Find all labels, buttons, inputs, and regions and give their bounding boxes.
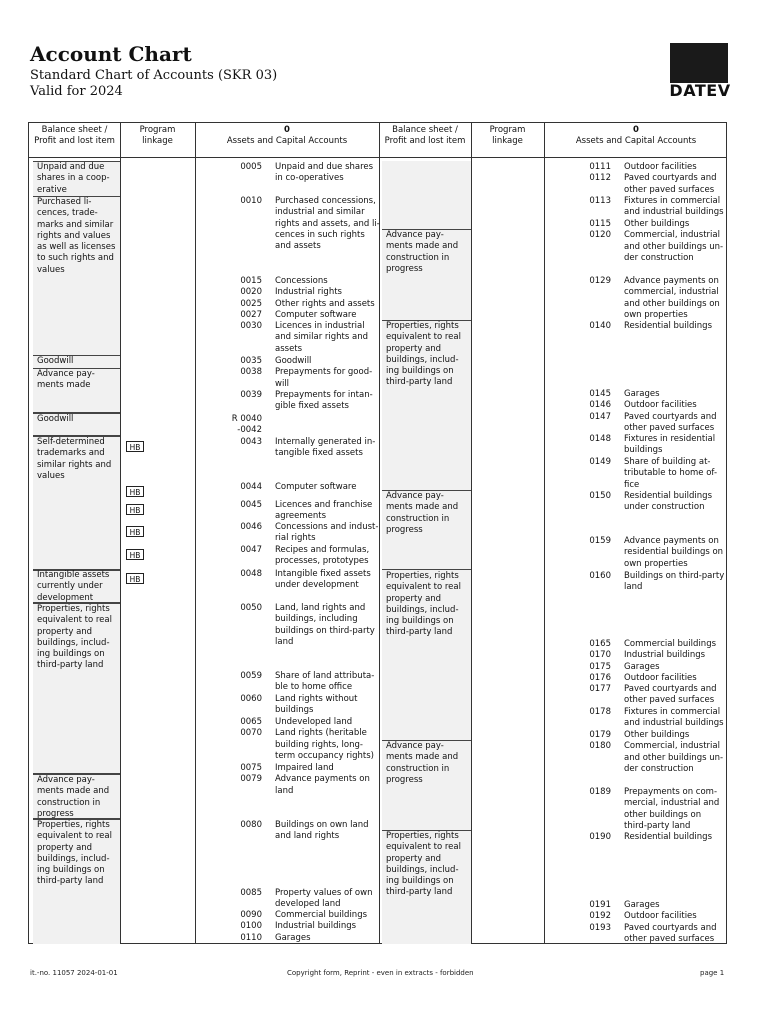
account-description: Other buildings Commercial, industrial and other buildings un- der construction [624, 730, 724, 774]
account-number: 0148 [589, 434, 611, 444]
footer-copyright: Copyright form, Reprint - even in extracts - forbidden [287, 969, 474, 977]
account-description: Residential buildings under construction [624, 491, 712, 513]
account-number: 0065 0070 [240, 717, 262, 739]
group-label: Goodwill [37, 356, 74, 366]
account-number: 0111 0112 [589, 162, 611, 184]
account-number: 0080 [240, 820, 262, 830]
account-number: 0075 0079 [240, 763, 262, 785]
header-divider [29, 157, 726, 158]
header-program-linkage: Program linkage [139, 125, 176, 146]
column-divider [195, 123, 196, 943]
account-description: Prepayments for intan- gible fixed assets [275, 390, 373, 412]
account-description: Internally generated in- tangible fixed assets [275, 437, 376, 459]
account-description: Fixtures in residential buildings [624, 434, 716, 456]
hb-linkage-tag: HB [126, 549, 144, 560]
account-class-name-right: Assets and Capital Accounts [575, 136, 697, 146]
account-description: Commercial buildings Industrial buildings Garages Outdoor facilities Paved courtyards and other paved surfaces [624, 639, 717, 706]
hb-linkage-tag: HB [126, 573, 144, 584]
account-description: Advance payments on commercial, industrial and other buildings on own properties [624, 276, 720, 320]
page-title: Account Chart [30, 42, 192, 66]
account-number: 0045 [240, 500, 262, 510]
header-account-class-right [544, 125, 728, 147]
account-number: 0113 [589, 196, 611, 206]
account-number: 0145 0146 0147 [589, 389, 611, 422]
hb-linkage-tag: HB [126, 441, 144, 452]
account-number: 0159 [589, 536, 611, 546]
account-description: Unpaid and due shares in co-operatives [275, 162, 374, 184]
column-divider [544, 123, 545, 943]
group-label: Properties, rights equivalent to real property and buildings, includ- ing buildings on third-party land [37, 604, 112, 671]
account-description: Outdoor facilities Paved courtyards and other paved surfaces [624, 162, 717, 195]
account-number: 0149 [589, 457, 611, 467]
group-label: Self-determined trademarks and similar rights and values [37, 437, 112, 481]
account-description: Licences and franchise agreements [275, 500, 373, 522]
account-number: 0047 [240, 545, 262, 555]
page-subtitle: Standard Chart of Accounts (SKR 03) [30, 68, 278, 83]
header-account-class [195, 125, 379, 147]
group-label: Advance pay- ments made [37, 369, 95, 391]
group-label: Goodwill [37, 414, 74, 424]
account-description: Undeveloped land Land rights (heritable building rights, long- term occupancy rights) [275, 717, 374, 761]
header-balance-sheet-right: Balance sheet / Profit and lost item [384, 125, 466, 146]
account-number: 0060 [240, 694, 262, 704]
account-description: Computer software [275, 482, 357, 492]
datev-logo-block [670, 43, 728, 83]
account-number: 0178 [589, 707, 611, 717]
header-program-linkage-right: Program linkage [489, 125, 526, 146]
account-description: Impaired land Advance payments on land [275, 763, 370, 796]
account-number: 0035 0038 [240, 356, 262, 378]
account-number: R 0040 -0042 [231, 414, 262, 436]
account-description: Goodwill Prepayments for good- will [275, 356, 373, 389]
account-description: Buildings on own land and land rights [275, 820, 369, 842]
account-number: 0039 [240, 390, 262, 400]
account-chart-table [28, 122, 727, 944]
account-number: 0160 [589, 571, 611, 581]
account-description: Residential buildings [624, 832, 712, 842]
account-description: Property values of own developed land [275, 888, 373, 910]
group-label: Properties, rights equivalent to real property and buildings, includ- ing buildings on third-party land [386, 831, 461, 898]
group-label: Intangible assets currently under development [37, 570, 110, 603]
account-number: 0090 0100 0110 [240, 910, 262, 943]
account-description: Other buildings Commercial, industrial and other buildings un- der construction [624, 219, 724, 263]
group-box [382, 161, 471, 230]
hb-linkage-tag: HB [126, 526, 144, 537]
account-number: 0190 [589, 832, 611, 842]
group-label: Advance pay- ments made and construction in progress [37, 775, 110, 819]
group-label: Advance pay- ments made and construction in progress [386, 741, 459, 785]
group-label: Properties, rights equivalent to real property and buildings, includ- ing buildings on third-party land [386, 571, 461, 638]
account-description: Buildings on third-party land [624, 571, 725, 593]
account-number: 0050 [240, 603, 262, 613]
account-description: Garages Outdoor facilities Paved courtyards and other paved surfaces [624, 900, 717, 944]
validity-note: Valid for 2024 [30, 84, 123, 99]
hb-linkage-tag: HB [126, 486, 144, 497]
account-description: Fixtures in commercial and industrial buildings [624, 196, 724, 218]
account-number: 0043 [240, 437, 262, 447]
account-number: 0005 [240, 162, 262, 172]
account-description: Concessions and indust- rial rights [275, 522, 379, 544]
group-label: Advance pay- ments made and construction in progress [386, 491, 459, 535]
datev-logo-text: DATEV [669, 81, 731, 100]
account-number: 0085 [240, 888, 262, 898]
account-number: 0165 0170 0175 0176 0177 [589, 639, 611, 695]
group-label: Properties, rights equivalent to real property and buildings, includ- ing buildings on third-party land [386, 321, 461, 388]
account-number: 0059 [240, 671, 262, 681]
account-number: 0048 [240, 569, 262, 579]
account-description: Share of building at- tributable to home of- fice [624, 457, 718, 490]
account-description: Intangible fixed assets under development [275, 569, 371, 591]
account-description: Land rights without buildings [275, 694, 358, 716]
account-number: 0191 0192 0193 [589, 900, 611, 933]
account-number: 0046 [240, 522, 262, 532]
account-number: 0015 0020 0025 0027 0030 [240, 276, 262, 332]
account-number: 0189 [589, 787, 611, 797]
group-label: Properties, rights equivalent to real property and buildings, includ- ing buildings on third-party land [37, 820, 112, 887]
account-class-number: 0 [284, 125, 290, 135]
account-number: 0044 [240, 482, 262, 492]
column-divider [120, 123, 121, 943]
account-description: Fixtures in commercial and industrial buildings [624, 707, 724, 729]
account-description: Purchased concessions, industrial and similar rights and assets, and li- cences in such rights and assets [275, 196, 380, 252]
account-description: Land, land rights and buildings, including buildings on third-party land [275, 603, 375, 647]
account-description: Garages Outdoor facilities Paved courtyards and other paved surfaces [624, 389, 717, 433]
account-number: 0010 [240, 196, 262, 206]
account-description: Commercial buildings Industrial buildings Garages [275, 910, 368, 943]
group-label: Unpaid and due shares in a coop- erative [37, 162, 110, 195]
account-number: 0115 0120 [589, 219, 611, 241]
hb-linkage-tag: HB [126, 504, 144, 515]
header-balance-sheet: Balance sheet / Profit and lost item [34, 125, 115, 146]
footer-item-number: it.-no. 11057 2024-01-01 [30, 969, 118, 977]
account-number: 0129 [589, 276, 611, 286]
column-divider [471, 123, 472, 943]
footer-page-number: page 1 [700, 969, 725, 977]
account-description: Recipes and formulas, processes, prototypes [275, 545, 370, 567]
account-description: Concessions Industrial rights Other rights and assets Computer software Licences in industrial and similar rights and assets [275, 276, 375, 354]
account-description: Advance payments on residential buildings on own properties [624, 536, 724, 569]
account-description: Prepayments on com- mercial, industrial and other buildings on third-party land [624, 787, 720, 831]
group-label: Purchased li- cences, trade- marks and similar rights and values as well as licenses to such rights and values [37, 197, 116, 275]
account-number: 0140 [589, 321, 611, 331]
account-number: 0179 0180 [589, 730, 611, 752]
account-class-name: Assets and Capital Accounts [226, 136, 348, 146]
account-description: Share of land attributa- ble to home office [275, 671, 375, 693]
account-number: 0150 [589, 491, 611, 501]
group-label: Advance pay- ments made and construction in progress [386, 230, 459, 274]
account-description: Residential buildings [624, 321, 712, 331]
account-class-number-right: 0 [633, 125, 639, 135]
